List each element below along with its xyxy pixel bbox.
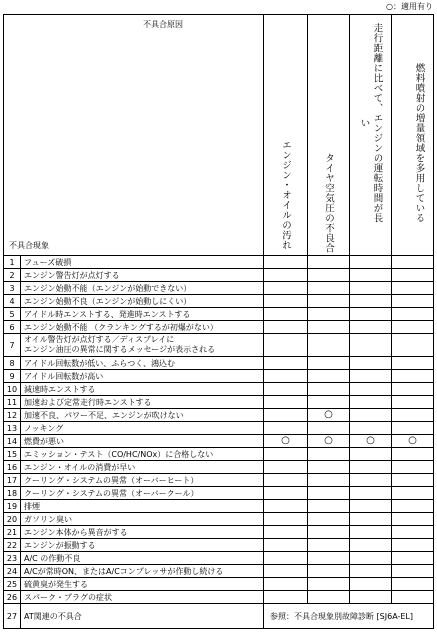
mark-cell [264, 409, 308, 422]
mark-cell [308, 396, 350, 409]
mark-cell [350, 422, 392, 435]
column-header-engine-oil [264, 15, 308, 256]
mark-cell [392, 321, 434, 334]
table-row [4, 474, 434, 487]
mark-cell [350, 370, 392, 383]
mark-cell [350, 308, 392, 321]
mark-cell [392, 357, 434, 370]
table-row [4, 370, 434, 383]
mark-cell [308, 591, 350, 604]
mark-cell [308, 321, 350, 334]
table-row [4, 513, 434, 526]
mark-cell [350, 295, 392, 308]
symptom-cell: クーリング・システムの異常（オーバークール） [21, 487, 264, 500]
mark-cell [264, 396, 308, 409]
symptom-cell: スパーク・プラグの症状 [21, 591, 264, 604]
mark-cell [392, 308, 434, 321]
table-row [4, 565, 434, 578]
mark-cell [264, 357, 308, 370]
mark-cell [308, 513, 350, 526]
mark-cell [392, 282, 434, 295]
row-number: 9 [4, 370, 21, 383]
mark-cell [264, 578, 308, 591]
column-header-engine-hours [350, 15, 392, 256]
row-number: 20 [4, 513, 21, 526]
mark-cell [392, 526, 434, 539]
mark-cell [264, 269, 308, 282]
mark-cell [392, 370, 434, 383]
mark-cell [350, 383, 392, 396]
mark-cell [392, 578, 434, 591]
symptom-text-line2: エンジン油圧の異常に関するメッセージが表示される [24, 345, 216, 354]
mark-cell [264, 370, 308, 383]
mark-cell [308, 370, 350, 383]
row-number: 7 [4, 334, 21, 357]
mark-cell [350, 513, 392, 526]
column-header-label: タイヤ空気圧の不良合 [323, 153, 334, 253]
mark-cell [308, 422, 350, 435]
row-number: 1 [4, 256, 21, 269]
mark-cell [392, 487, 434, 500]
symptom-cell: エンジン始動不能（エンジンが始動できない） [21, 282, 264, 295]
mark-cell [308, 383, 350, 396]
table-row [4, 435, 434, 448]
table-row [4, 604, 434, 629]
mark-cell [392, 295, 434, 308]
row-number: 5 [4, 308, 21, 321]
mark-cell [264, 321, 308, 334]
table-row [4, 422, 434, 435]
mark-cell [392, 500, 434, 513]
mark-cell [392, 552, 434, 565]
mark-cell [264, 308, 308, 321]
mark-cell [264, 474, 308, 487]
mark-cell [308, 461, 350, 474]
column-header-label: エンジン・オイルの汚れ [280, 140, 291, 250]
row-number: 12 [4, 409, 21, 422]
mark-cell [308, 269, 350, 282]
mark-cell [350, 282, 392, 295]
mark-cell [350, 334, 392, 357]
row-number: 3 [4, 282, 21, 295]
table-row [4, 448, 434, 461]
legend: ○：適用有り [386, 2, 433, 11]
mark-cell [264, 295, 308, 308]
applicable-mark: ○ [264, 435, 308, 448]
symptom-cell: 排煙 [21, 500, 264, 513]
mark-cell [392, 565, 434, 578]
mark-cell [350, 578, 392, 591]
mark-cell [392, 409, 434, 422]
symptom-cell: 加速不良、パワー不足、エンジンが吹けない [21, 409, 264, 422]
row-number: 2 [4, 269, 21, 282]
table-row [4, 334, 434, 357]
mark-cell [392, 513, 434, 526]
table-row [4, 357, 434, 370]
mark-cell [392, 422, 434, 435]
mark-cell [308, 539, 350, 552]
mark-cell [264, 539, 308, 552]
symptom-cell: エンジン・オイルの消費が早い [21, 461, 264, 474]
mark-cell [308, 552, 350, 565]
mark-cell [308, 526, 350, 539]
mark-cell [392, 269, 434, 282]
mark-cell [264, 513, 308, 526]
mark-cell [350, 461, 392, 474]
symptom-label: 不具合現象 [9, 241, 49, 250]
symptom-cell: エンジン始動不能 （クランキングするが初爆がない） [21, 321, 264, 334]
symptom-cell: アイドル回転数が高い [21, 370, 264, 383]
table-row [4, 269, 434, 282]
mark-cell [392, 334, 434, 357]
symptom-cell: エンジン本体から異音がする [21, 526, 264, 539]
mark-cell [264, 461, 308, 474]
mark-cell [350, 256, 392, 269]
mark-cell [264, 565, 308, 578]
mark-cell [350, 448, 392, 461]
mark-cell [392, 461, 434, 474]
row-number: 27 [4, 604, 21, 629]
mark-cell [350, 269, 392, 282]
mark-cell [392, 383, 434, 396]
mark-cell [350, 357, 392, 370]
table-row [4, 409, 434, 422]
symptom-cell: フューズ破損 [21, 256, 264, 269]
symptom-cell: A/Cが常時ON、またはA/Cコンプレッサが作動し続ける [21, 565, 264, 578]
mark-cell [350, 487, 392, 500]
mark-cell [350, 396, 392, 409]
table-row [4, 552, 434, 565]
symptom-cell: アイドル回転数が低い、ふらつく、鴻込む [21, 357, 264, 370]
mark-cell [392, 448, 434, 461]
reference-note: 参照：不具合現象別故障診断 [SJ6A-EL] [264, 604, 434, 629]
row-number: 13 [4, 422, 21, 435]
mark-cell [264, 500, 308, 513]
table-row [4, 308, 434, 321]
applicable-mark: ○ [308, 435, 350, 448]
table-row [4, 487, 434, 500]
row-number: 4 [4, 295, 21, 308]
symptom-cell: クーリング・システムの異常（オーバーヒート） [21, 474, 264, 487]
mark-cell [308, 308, 350, 321]
mark-cell [308, 500, 350, 513]
mark-cell [264, 383, 308, 396]
symptom-cell: AT関連の不具合 [21, 604, 264, 629]
column-header-label: 走行距離に比べて、エンジンの運転時間が長い [358, 23, 383, 223]
table-row [4, 256, 434, 269]
mark-cell [264, 526, 308, 539]
row-number: 14 [4, 435, 21, 448]
mark-cell [392, 591, 434, 604]
row-number: 11 [4, 396, 21, 409]
mark-cell [392, 396, 434, 409]
table-row [4, 526, 434, 539]
row-number: 15 [4, 448, 21, 461]
row-number: 21 [4, 526, 21, 539]
applicable-mark: ○ [308, 409, 350, 422]
mark-cell [308, 357, 350, 370]
symptom-cell: 加速および定常走行時エンストする [21, 396, 264, 409]
mark-cell [308, 448, 350, 461]
header-row [4, 15, 434, 256]
mark-cell [264, 591, 308, 604]
row-number: 16 [4, 461, 21, 474]
applicable-mark: ○ [392, 435, 434, 448]
row-number: 23 [4, 552, 21, 565]
symptom-text: オイル警告灯が点灯する／ディスプレイに [24, 335, 175, 344]
symptom-cell: ノッキング [21, 422, 264, 435]
mark-cell [308, 565, 350, 578]
row-number: 6 [4, 321, 21, 334]
mark-cell [308, 487, 350, 500]
table-row [4, 295, 434, 308]
applicable-mark: ○ [350, 435, 392, 448]
mark-cell [350, 526, 392, 539]
mark-cell [308, 474, 350, 487]
mark-cell [350, 321, 392, 334]
symptom-cell: 減速時エンストする [21, 383, 264, 396]
mark-cell [264, 282, 308, 295]
mark-cell [350, 565, 392, 578]
mark-cell [392, 474, 434, 487]
column-header-tire-pressure [308, 15, 350, 256]
mark-cell [264, 422, 308, 435]
mark-cell [392, 256, 434, 269]
symptom-cell [21, 334, 264, 357]
mark-cell [350, 474, 392, 487]
mark-cell [308, 282, 350, 295]
mark-cell [308, 295, 350, 308]
row-number: 8 [4, 357, 21, 370]
table-row [4, 461, 434, 474]
symptom-cell: 硫黄臭が発生する [21, 578, 264, 591]
row-number: 18 [4, 487, 21, 500]
header-corner-cell [4, 15, 264, 256]
mark-cell [308, 334, 350, 357]
row-number: 24 [4, 565, 21, 578]
table-row [4, 321, 434, 334]
symptom-cell: エンジンが振動する [21, 539, 264, 552]
symptom-cell: 燃費が悪い [21, 435, 264, 448]
mark-cell [350, 500, 392, 513]
table-row [4, 282, 434, 295]
mark-cell [308, 578, 350, 591]
mark-cell [350, 539, 392, 552]
mark-cell [264, 334, 308, 357]
mark-cell [350, 409, 392, 422]
column-header-label: 燃料噴射の増量領域を多用している [413, 63, 425, 223]
diagnosis-table [3, 14, 434, 629]
row-number: 25 [4, 578, 21, 591]
row-number: 17 [4, 474, 21, 487]
mark-cell [308, 256, 350, 269]
mark-cell [350, 552, 392, 565]
symptom-cell: エミッション・テスト（CO/HC/NOx）に合格しない [21, 448, 264, 461]
table-row [4, 500, 434, 513]
symptom-cell: エンジン警告灯が点灯する [21, 269, 264, 282]
table-row [4, 396, 434, 409]
symptom-cell: A/C の作動不良 [21, 552, 264, 565]
symptom-cell: ガソリン臭い [21, 513, 264, 526]
table-row [4, 539, 434, 552]
table-row [4, 578, 434, 591]
mark-cell [392, 539, 434, 552]
mark-cell [350, 591, 392, 604]
row-number: 10 [4, 383, 21, 396]
cause-label: 不具合原因 [143, 20, 183, 29]
symptom-cell: エンジン始動不良（エンジンが始動しにくい） [21, 295, 264, 308]
mark-cell [264, 552, 308, 565]
row-number: 19 [4, 500, 21, 513]
row-number: 22 [4, 539, 21, 552]
column-header-fuel-enrich [392, 15, 434, 256]
symptom-cell: アイドル時エンストする、発進時エンストする [21, 308, 264, 321]
table-row [4, 591, 434, 604]
mark-cell [264, 448, 308, 461]
mark-cell [264, 487, 308, 500]
mark-cell [264, 256, 308, 269]
row-number: 26 [4, 591, 21, 604]
table-row [4, 383, 434, 396]
